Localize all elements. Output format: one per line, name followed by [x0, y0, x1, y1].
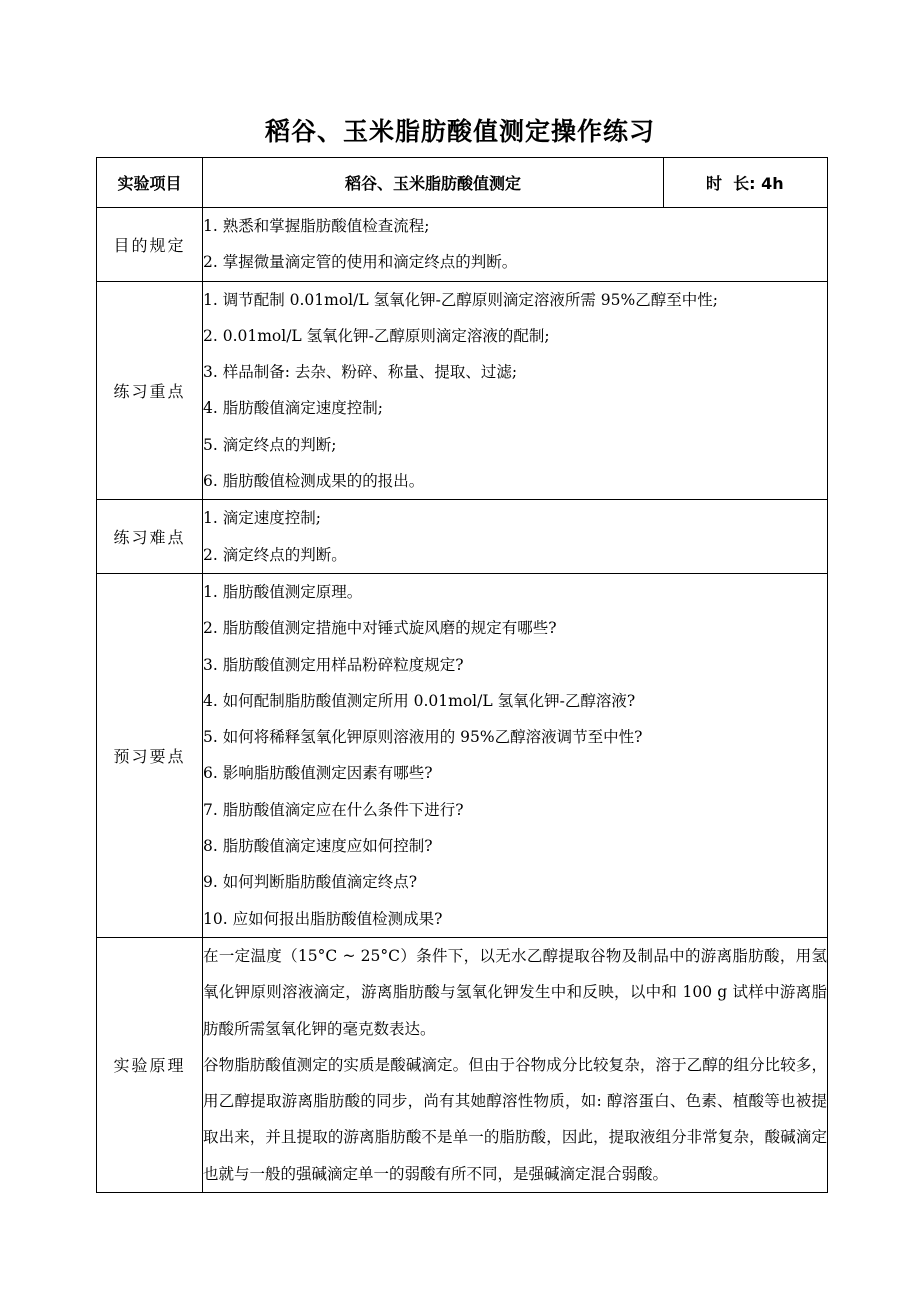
principle-paragraph: 在一定温度（15°C ~ 25°C）条件下，以无水乙醇提取谷物及制品中的游离脂肪酸，用氢氧化钾原则溶液滴定，游离脂肪酸与氢氧化钾发生中和反映，以中和 100 g 试样中游离脂肪酸所需氢氧化钾的毫克数表达。 — [203, 946, 827, 1038]
principle-content — [203, 937, 828, 1192]
difficulty-label: 练习难点 — [97, 500, 203, 574]
principle-paragraph: 谷物脂肪酸值测定的实质是酸碱滴定。但由于谷物成分比较复杂，溶于乙醇的组分比较多，用乙醇提取游离脂肪酸的同步，尚有其她醇溶性物质，如: 醇溶蛋白、色素、植酸等也被提取出来，并且提取的游离脂肪酸不是单一的脂肪酸，因此，提取液组分非常复杂，酸碱滴定也就与一般的强碱滴定单一的弱酸有所不同，是强碱滴定混合弱酸。 — [203, 1055, 827, 1183]
list-item: 9. 如何判断脂肪酸值滴定终点? — [203, 873, 418, 892]
preview-label: 预习要点 — [97, 573, 203, 937]
list-item: 5. 如何将稀释氢氧化钾原则溶液用的 95%乙醇溶液调节至中性? — [203, 728, 643, 747]
list-item: 6. 影响脂肪酸值测定因素有哪些? — [203, 764, 433, 783]
list-item: 3. 脂肪酸值测定用样品粉碎粒度规定? — [203, 655, 464, 674]
project-label: 实验项目 — [97, 158, 203, 208]
project-name: 稻谷、玉米脂肪酸值测定 — [203, 158, 664, 208]
list-item: 1. 滴定速度控制; — [203, 509, 321, 528]
duration: 时 长: 4h — [664, 158, 828, 208]
principle-row — [97, 937, 828, 1192]
list-item: 1. 熟悉和掌握脂肪酸值检查流程; — [203, 217, 430, 235]
experiment-table — [96, 157, 828, 1193]
purpose-row — [97, 208, 828, 282]
list-item: 6. 脂肪酸值检测成果的的报出。 — [203, 472, 425, 491]
purpose-content — [203, 208, 828, 282]
difficulty-content — [203, 500, 828, 574]
list-item: 2. 滴定终点的判断。 — [203, 545, 347, 564]
list-item: 1. 脂肪酸值测定原理。 — [203, 582, 363, 601]
focus-label: 练习重点 — [97, 281, 203, 500]
list-item: 8. 脂肪酸值滴定速度应如何控制? — [203, 837, 433, 856]
list-item: 7. 脂肪酸值滴定应在什么条件下进行? — [203, 800, 464, 819]
list-item: 5. 滴定终点的判断; — [203, 435, 337, 454]
list-item: 4. 如何配制脂肪酸值测定所用 0.01mol/L 氢氧化钾-乙醇溶液? — [203, 691, 636, 710]
preview-row — [97, 573, 828, 937]
focus-row — [97, 281, 828, 500]
focus-content — [203, 281, 828, 500]
difficulty-row — [97, 500, 828, 574]
principle-label: 实验原理 — [97, 937, 203, 1192]
list-item: 2. 0.01mol/L 氢氧化钾-乙醇原则滴定溶液的配制; — [203, 326, 550, 345]
list-item: 1. 调节配制 0.01mol/L 氢氧化钾-乙醇原则滴定溶液所需 95%乙醇至中性; — [203, 290, 718, 309]
header-row — [97, 158, 828, 208]
list-item: 10. 应如何报出脂肪酸值检测成果? — [203, 909, 443, 928]
page-title: 稻谷、玉米脂肪酸值测定操作练习 — [264, 117, 655, 146]
preview-content — [203, 573, 828, 937]
list-item: 2. 脂肪酸值测定措施中对锤式旋风磨的规定有哪些? — [203, 619, 557, 638]
list-item: 4. 脂肪酸值滴定速度控制; — [203, 399, 383, 418]
list-item: 2. 掌握微量滴定管的使用和滴定终点的判断。 — [203, 253, 518, 272]
list-item: 3. 样品制备: 去杂、粉碎、称量、提取、过滤; — [203, 363, 518, 382]
purpose-label: 目的规定 — [97, 208, 203, 282]
